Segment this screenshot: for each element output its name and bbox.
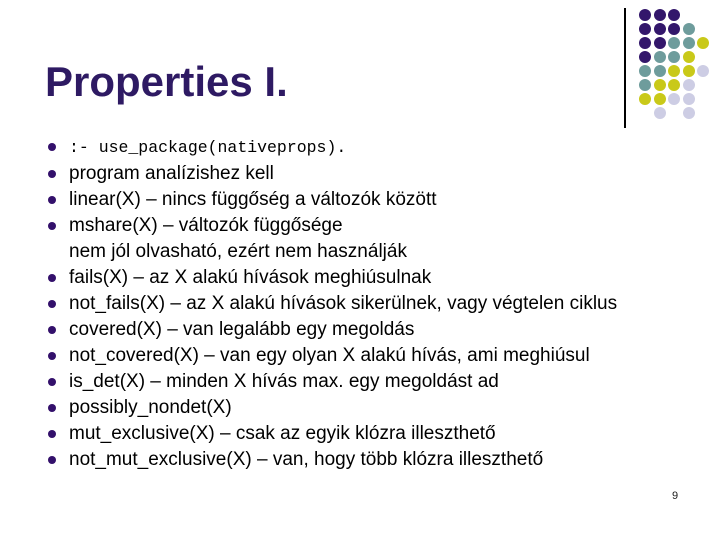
bullet-list: [45, 134, 685, 473]
ornament-dot: [654, 37, 666, 49]
bullet-item: [45, 265, 685, 291]
vertical-divider-line: [624, 8, 626, 128]
bullet-text: not_fails(X) – az X alakú hívások sikerülnek, vagy végtelen ciklus: [69, 293, 618, 314]
bullet-text: linear(X) – nincs függőség a változók között: [69, 189, 437, 210]
bullet-text: is_det(X) – minden X hívás max. egy megoldást ad: [69, 371, 499, 392]
ornament-dot: [683, 93, 695, 105]
ornament-dot: [654, 9, 666, 21]
bullet-text-continuation: nem jól olvasható, ezért nem használják: [69, 241, 407, 262]
ornament-dot: [668, 9, 680, 21]
page-number: 9: [671, 490, 679, 502]
bullet-text: :- use_package(nativeprops).: [69, 138, 347, 157]
bullet-text: possibly_nondet(X): [69, 397, 232, 418]
bullet-text: not_mut_exclusive(X) – van, hogy több klózra illeszthető: [69, 449, 544, 470]
slide-title: Properties I.: [45, 58, 288, 105]
ornament-dot: [639, 23, 651, 35]
ornament-dot: [697, 65, 709, 77]
bullet-item: [45, 369, 685, 395]
ornament-dot: [639, 65, 651, 77]
ornament-dot: [668, 79, 680, 91]
bullet-item: [45, 213, 685, 265]
bullet-text: mshare(X) – változók függősége: [69, 215, 343, 236]
bullet-item: [45, 317, 685, 343]
bullet-item: [45, 343, 685, 369]
ornament-dot: [683, 107, 695, 119]
ornament-dot: [683, 65, 695, 77]
bullet-item: [45, 187, 685, 213]
bullet-text: program analízishez kell: [69, 163, 274, 184]
ornament-dot: [639, 9, 651, 21]
bullet-item: [45, 395, 685, 421]
ornament-dot: [639, 79, 651, 91]
ornament-dot: [639, 37, 651, 49]
ornament-dot: [683, 23, 695, 35]
bullet-item: [45, 161, 685, 187]
ornament-dot: [654, 93, 666, 105]
bullet-item: [45, 291, 685, 317]
bullet-text: mut_exclusive(X) – csak az egyik klózra illeszthető: [69, 423, 496, 444]
ornament-dot: [654, 65, 666, 77]
bullet-item: [45, 421, 685, 447]
ornament-dot: [683, 51, 695, 63]
ornament-dot: [668, 51, 680, 63]
ornament-dot: [683, 37, 695, 49]
ornament-dot: [697, 37, 709, 49]
ornament-dot: [668, 93, 680, 105]
ornament-dot: [668, 23, 680, 35]
bullet-text: covered(X) – van legalább egy megoldás: [69, 319, 415, 340]
ornament-dot: [668, 37, 680, 49]
ornament-dot: [654, 107, 666, 119]
bullet-text: fails(X) – az X alakú hívások meghiúsulnak: [69, 267, 432, 288]
ornament-dot: [639, 51, 651, 63]
ornament-dot: [668, 65, 680, 77]
bullet-text: not_covered(X) – van egy olyan X alakú hívás, ami meghiúsul: [69, 345, 590, 366]
ornament-dot: [654, 51, 666, 63]
ornament-dot: [654, 23, 666, 35]
ornament-dot: [654, 79, 666, 91]
bullet-item: [45, 447, 685, 473]
bullet-item: [45, 134, 685, 161]
ornament-dot: [683, 79, 695, 91]
ornament-dot: [639, 93, 651, 105]
